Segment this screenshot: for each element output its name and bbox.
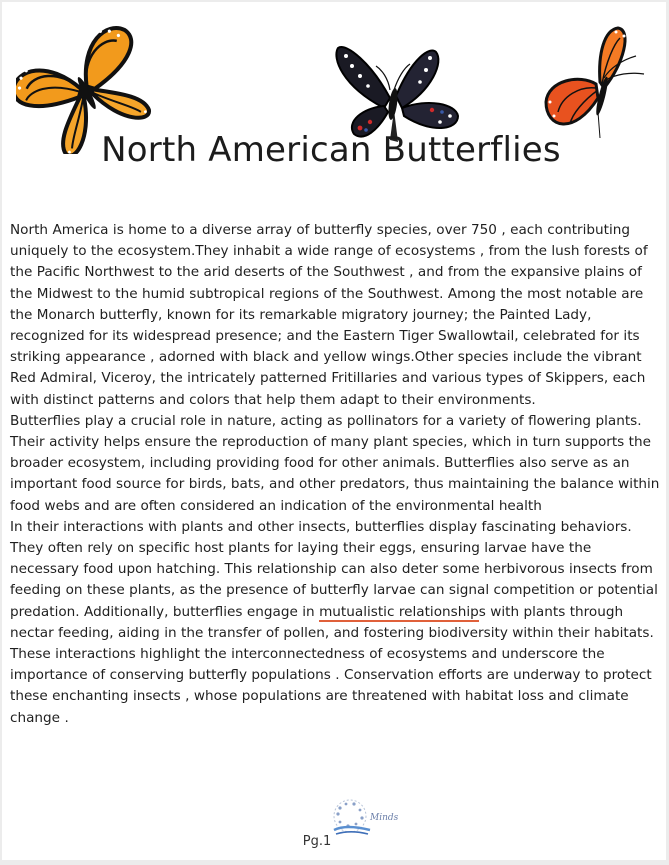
underlined-phrase: mutualistic relationship (319, 603, 479, 620)
paragraph-text: s with plants through nectar feeding, aiding in the transfer of pollen, and fostering biodiversity within their habitats. These interactions highlight the interconnectedness of ecosystems and underscore the importance of conserving butterfly populations . Conservation efforts are underway to protect these enchanting insects , whose populations are threatened with habitat loss and climate change . (10, 603, 654, 726)
document-body (10, 220, 662, 729)
page-number: Pg.1 (302, 834, 332, 849)
red-orange-butterfly-icon (540, 24, 650, 142)
page-title: North American Butterflies (101, 130, 561, 170)
paragraph-text: In their interactions with plants and other insects, butterflies display fascinating behaviors. They often rely on specific host plants for laying their eggs, ensuring larvae have the necessary food upon hatching. This relationship can also deter some herbivorous insects from feeding on these plants, as the presence of butterfly larvae can signal competition or potential predation. Additionally, butterflies engage in (10, 518, 658, 620)
logo-text: Minds (370, 813, 398, 823)
paragraph: Butterflies play a crucial role in nature, acting as pollinators for a variety of flowering plants. Their activity helps ensure the reproduction of many plant species, which in turn supports the broader ecosystem, including providing food for other animals. Butterflies also serve as an important food source for birds, bats, and other predators, thus maintaining the balance within food webs and are often considered an indication of the environmental health (10, 412, 660, 514)
document-page (2, 2, 666, 860)
paragraph (10, 517, 662, 729)
paragraph: North America is home to a diverse array of butterfly species, over 750 , each contributing uniquely to the ecosystem.They inhabit a wide range of ecosystems , from the lush forests of the Pacific Northwest to the arid deserts of the Southwest , and from the expansive plains of the Midwest to the humid subtropical regions of the Southwest. Among the most notable are the Monarch butterfly, known for its remarkable migratory journey; the Painted Lady, recognized for its widespread presence; and the Eastern Tiger Swallowtail, celebrated for its striking appearance , adorned with black and yellow wings.Other species include the vibrant Red Admiral, Viceroy, the intricately patterned Fritillaries and various types of Skippers, each with distinct patterns and colors that help them adapt to their environments. (10, 222, 648, 408)
brain-logo-icon (334, 800, 370, 834)
